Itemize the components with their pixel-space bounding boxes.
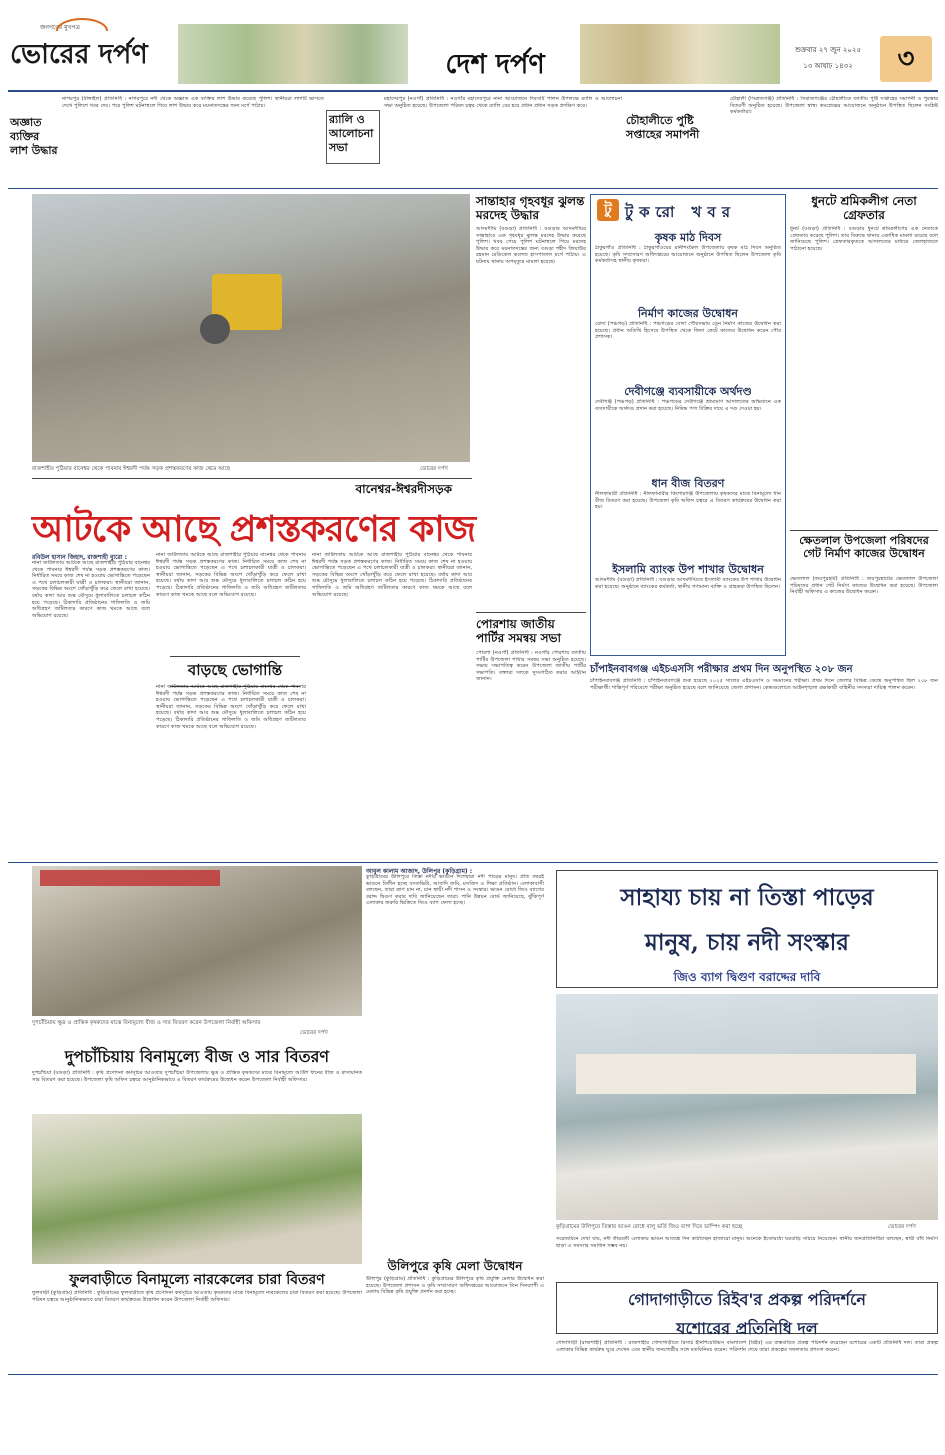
logo-tagline: জনগণের মুখপত্র — [40, 24, 80, 31]
date-gregorian: শুক্রবার ২৭ জুন ২০২৫ — [794, 46, 862, 54]
godagari-headline-2: যশোরের প্রতিনিধি দল — [676, 1319, 818, 1338]
mid-story-1-headline: সান্তাহার গৃহবধূর ঝুলন্ত মরদেহ উদ্ধার — [476, 194, 585, 222]
row-rule-2 — [8, 862, 938, 863]
ssc-headline: চাঁপাইনবাবগঞ্জ এইচএসসি পরীক্ষার প্রথম দিন অনুপস্থিত ২০৮ জন — [590, 664, 853, 675]
banner — [40, 870, 220, 886]
bottom-rule — [8, 1374, 938, 1375]
roller-drum — [200, 314, 230, 344]
right-story-2-body: ক্ষেতলাল (জয়পুরহাট) প্রতিনিধি : জয়পুরহাটের ক্ষেতলাল উপজেলা পরিষদের প্রধান গেট নির্মাণ কাজের উদ্বোধন করা হয়েছে। উপজেলা নির্বাহী অফিসার এ কাজের উদ্বোধন করেন। — [790, 576, 938, 596]
right-story-1-headline: ধুনটে শ্রমিকলীগ নেতা গ্রেফতার — [811, 194, 917, 222]
date-line — [780, 44, 876, 72]
godagari-body: গোদাগাড়ী (রাজশাহী) প্রতিনিধি : রাজশাহীর গোদাগাড়ীতে রিসার্চ ইনিশিয়েটিভস বাংলাদেশ (রিইব) এর বাস্তবায়িত প্রকল্প পরিদর্শন করেছেন যশোরের একটি প্রতিনিধি দল। তারা প্রকল্প এলাকার বিভিন্ন কার্যক্রম ঘুরে দেখেন এবং স্থানীয় জনগোষ্ঠীর সঙ্গে মতবিনিময় করেন। পরিদর্শন শেষে তারা প্রকল্পের সফলতার প্রশংসা করেন। — [556, 1340, 938, 1353]
ulipur-headline: উলিপুরে কৃষি মেলা উদ্বোধন — [387, 1259, 523, 1273]
main-photo-caption: রাজশাহীর পুঠিয়ার বানেশ্বর থেকে পাবনার ঈশ্বরদী পর্যন্ত সড়ক প্রশস্তকরণের কাজ থেমে আছে — [32, 466, 231, 472]
lead-subhead: বাড়ছে ভোগান্তি — [170, 656, 300, 687]
tukro-3-head: দেবীগঞ্জে ব্যবসায়ীকে অর্থদণ্ড — [624, 385, 752, 398]
header-photo-right — [580, 24, 780, 84]
teesta-headline-1: সাহায্য চায় না তিস্তা পাড়ের — [620, 884, 874, 911]
seed-photo — [32, 866, 362, 1016]
coconut-headline: ফুলবাড়ীতে বিনামূল্যে নারকেলের চারা বিতরণ — [69, 1272, 325, 1288]
mid-story-2-headline: পোরশায় জাতীয় পার্টির সমন্বয় সভা — [476, 612, 586, 645]
top-story-2-headline: র‍্যালি ও আলোচনা সভা — [326, 110, 380, 164]
tukro-5-head: ইসলামি ব্যাংক উপ শাখার উদ্বোধন — [612, 563, 764, 576]
logo-text: ভোরের দর্পণ — [10, 39, 148, 70]
header-rule — [8, 90, 938, 92]
teesta-headline-box — [556, 870, 938, 988]
seed-photo-credit: ভোরের দর্পণ — [300, 1030, 328, 1036]
seed-headline: দুপচাঁচিয়ায় বিনামূল্যে বীজ ও সার বিতরণ — [64, 1047, 330, 1066]
lead-kicker: বানেশ্বর-ঈশ্বরদীসড়ক — [355, 482, 452, 496]
coconut-photo — [32, 1114, 362, 1264]
top-stories-row — [8, 96, 938, 186]
tukro-5-body: আদমদীঘি (বগুড়া) প্রতিনিধি : বগুড়ার আদমদীঘিতে ইসলামী ব্যাংকের উপ শাখার উদ্বোধন করা হয়েছে। অনুষ্ঠানে ব্যাংকের কর্মকর্তা, স্থানীয় গণ্যমান্য ব্যক্তি ও গ্রাহকরা উপস্থিত ছিলেন। — [595, 577, 781, 590]
geo-bags — [576, 1054, 916, 1094]
date-bengali: ১৩ আষাঢ় ১৪৩২ — [803, 62, 853, 70]
top-story-3-headline: চৌহালীতে পুষ্টি সপ্তাহের সমাপনী — [626, 114, 700, 141]
top-story-1-headline: অজ্ঞাত ব্যক্তির লাশ উদ্ধার — [10, 116, 58, 157]
row-rule-1 — [8, 188, 938, 189]
top-story-3-body: চৌহালী (সিরাজগঞ্জ) প্রতিনিধি : সিরাজগঞ্জের চৌহালীতে জাতীয় পুষ্টি সপ্তাহের সমাপনী ও পুরস্কার বিতরণী অনুষ্ঠিত হয়েছে। উপজেলা স্বাস্থ্য কমপ্লেক্সের আয়োজনে অনুষ্ঠানে উপস্থিত ছিলেন সংশ্লিষ্ট কর্মকর্তারা। — [730, 96, 938, 116]
tukro-khobor-title-band — [595, 199, 781, 223]
tukro-1-body: ঠাকুরগাঁও প্রতিনিধি : ঠাকুরগাঁওয়ের রানীশংকৈল উপজেলায় কৃষক মাঠ দিবস অনুষ্ঠিত হয়েছে। কৃষি সম্প্রসারণ অধিদপ্তরের আয়োজনে অনুষ্ঠানে উপস্থিত ছিলেন উপজেলা কৃষি কর্মকর্তাসহ স্থানীয় কৃষকরা। — [595, 245, 781, 265]
right-story-1-body: ধুনট (বগুড়া) প্রতিনিধি : বগুড়ার ধুনটে শ্রমিকলীগের এক নেতাকে গ্রেফতার করেছে পুলিশ। তার বিরুদ্ধে থানায় একাধিক মামলা রয়েছে বলে জানিয়েছে পুলিশ। গ্রেফতারকৃতকে আদালতের মাধ্যমে জেলহাজতে পাঠানো হয়েছে। — [790, 226, 938, 252]
right-story-2-headline: ক্ষেতলাল উপজেলা পরিষদের গেট নির্মাণ কাজের উদ্বোধন — [790, 530, 938, 560]
teesta-photo — [556, 994, 938, 1220]
seed-photo-caption: দুপচাঁচিয়ায় ক্ষুদ্র ও প্রান্তিক কৃষকদের মাঝে বিনামূল্যে বীজ ও সার বিতরণ করেন উপজেলা নির্বাহী অফিসার — [32, 1020, 261, 1026]
lead-body-col2: নানা জটিলতায় আটকে আছে রাজশাহীর পুঠিয়ার বানেশ্বর থেকে পাবনার ঈশ্বরদী পর্যন্ত সড়ক প্রশস্তকরণের কাজ। নির্ধারিত সময়ে কাজ শেষ না হওয়ায় ভোগান্তিতে পড়েছেন এ পথে চলাচলকারী যাত্রী ও চালকরা। স্থানীয়রা জানান, সড়কের বিভিন্ন অংশে খোঁড়াখুঁড়ি করে ফেলে রাখা হয়েছে। বর্ষায় কাদা আর শুষ্ক মৌসুমে ধুলাবালিতে চলাচল কঠিন হয়ে পড়েছে। ঠিকাদারি প্রতিষ্ঠানের গাফিলতি ও জমি অধিগ্রহণ জটিলতার কারণে কাজ থমকে আছে বলে অভিযোগ রয়েছে। — [156, 552, 306, 598]
teesta-subhead: জিও ব্যাগ দ্বিগুণ বরাদ্দের দাবি — [673, 970, 821, 984]
tukro-khobor-title: টুকরো খবর — [625, 203, 736, 221]
tukro-khobor-box — [590, 194, 786, 656]
teesta-byline: আবুল কালাম আজাদ, উলিপুর (কুড়িগ্রাম) : — [366, 868, 473, 875]
tukro-1-head: কৃষক মাঠ দিবস — [654, 231, 722, 244]
tukro-4-body: নীলফামারী প্রতিনিধি : নীলফামারীর কিশোরগঞ্জ উপজেলায় কৃষকদের মাঝে বিনামূল্যে ধান বীজ বিতরণ করা হয়েছে। উপজেলা কৃষি অফিস চত্বরে এ বিতরণ কার্যক্রমের উদ্বোধন করা হয়। — [595, 491, 781, 511]
lead-byline: রবিউল হাসান জিহাদ, রাজশাহী ব্যুরো : — [32, 554, 128, 561]
tukro-2-head: নির্মাণ কাজের উদ্বোধন — [638, 307, 738, 320]
main-photo — [32, 194, 470, 462]
seed-body: দুপচাঁচিয়া (বগুড়া) প্রতিনিধি : কৃষি প্রণোদনা কর্মসূচির আওতায় দুপচাঁচিয়া উপজেলায় ক্ষুদ্র ও প্রান্তিক কৃষকদের মাঝে বিনামূল্যে আউশ ধানের বীজ ও রাসায়নিক সার বিতরণ করা হয়েছে। উপজেলা কৃষি অফিস চত্বরে আনুষ্ঠানিকভাবে এ বিতরণ কার্যক্রমের উদ্বোধন করেন উপজেলা নির্বাহী অফিসার। — [32, 1070, 362, 1083]
lead-body-col1: নানা জটিলতায় আটকে আছে রাজশাহীর পুঠিয়ার বানেশ্বর থেকে পাবনার ঈশ্বরদী পর্যন্ত সড়ক প্রশস্তকরণের কাজ। নির্ধারিত সময়ে কাজ শেষ না হওয়ায় ভোগান্তিতে পড়েছেন এ পথে চলাচলকারী যাত্রী ও চালকরা। স্থানীয়রা জানান, সড়কের বিভিন্ন অংশে খোঁড়াখুঁড়ি করে ফেলে রাখা হয়েছে। বর্ষায় কাদা আর শুষ্ক মৌসুমে ধুলাবালিতে চলাচল কঠিন হয়ে পড়েছে। ঠিকাদারি প্রতিষ্ঠানের গাফিলতি ও জমি অধিগ্রহণ জটিলতার কারণে কাজ থমকে আছে বলে অভিযোগ রয়েছে। — [32, 560, 150, 619]
teesta-body-col2: সরেজমিনে দেখা যায়, নদী তীরবর্তী এলাকায় ভাঙন আতঙ্কে দিন কাটাচ্ছেন হাজারো মানুষ। অনেকে ইতোমধ্যে ঘরবাড়ি সরিয়ে নিয়েছেন। স্থানীয় জনপ্রতিনিধিরা বলছেন, স্থায়ী বাঁধ নির্মাণ ছাড়া এ সমস্যার সমাধান সম্ভব নয়। — [556, 1236, 938, 1249]
page-number: ৩ — [880, 36, 932, 82]
header-photo-left — [178, 24, 408, 84]
top-story-1-body: নাগরপুর (টাঙ্গাইল) প্রতিনিধি : নাগরপুরে নদী থেকে অজ্ঞাত এক ব্যক্তির লাশ উদ্ধার করেছে পুলিশ। স্থানীয়রা লাশটি ভাসতে দেখে পুলিশে খবর দেয়। পরে পুলিশ ঘটনাস্থলে গিয়ে লাশ উদ্ধার করে ময়নাতদন্তের জন্য মর্গে পাঠায়। — [62, 96, 324, 109]
sunrise-icon — [52, 18, 112, 32]
teesta-photo-caption: কুড়িগ্রামের উলিপুরে তিস্তার ভাঙন রোধে বালু ভর্তি জিও ব্যাগ দিয়ে ডাম্পিং করা হচ্ছে — [556, 1224, 743, 1230]
godagari-headline-box — [556, 1282, 938, 1338]
lead-body-col3: নানা জটিলতায় আটকে আছে রাজশাহীর পুঠিয়ার বানেশ্বর থেকে পাবনার ঈশ্বরদী পর্যন্ত সড়ক প্রশস্তকরণের কাজ। নির্ধারিত সময়ে কাজ শেষ না হওয়ায় ভোগান্তিতে পড়েছেন এ পথে চলাচলকারী যাত্রী ও চালকরা। স্থানীয়রা জানান, সড়কের বিভিন্ন অংশে খোঁড়াখুঁড়ি করে ফেলে রাখা হয়েছে। বর্ষায় কাদা আর শুষ্ক মৌসুমে ধুলাবালিতে চলাচল কঠিন হয়ে পড়েছে। ঠিকাদারি প্রতিষ্ঠানের গাফিলতি ও জমি অধিগ্রহণ জটিলতার কারণে কাজ থমকে আছে বলে অভিযোগ রয়েছে। — [156, 684, 306, 730]
section-box — [410, 36, 580, 82]
teesta-body-col1: কুড়িগ্রামের উলিপুরে তিস্তা নদীর ভাঙনে দিশেহারা নদী পাড়ের মানুষ। প্রতি বছরই ভাঙনে বিলীন হচ্ছে বসতভিটা, আবাদি জমি, মসজিদ ও শিক্ষা প্রতিষ্ঠান। এলাকাবাসী বলছেন, তারা ত্রাণ চান না, চান স্থায়ী নদী শাসন ও সংস্কার। ভাঙন রোধে জিও ব্যাগের বরাদ্দ দ্বিগুণ করার দাবি জানিয়েছেন তারা। পানি উন্নয়ন বোর্ড জানিয়েছে, ঝুঁকিপূর্ণ এলাকায় জরুরি ভিত্তিতে জিও ব্যাগ ফেলা হচ্ছে। — [366, 874, 544, 907]
main-photo-credit: ভোরের দর্পণ — [420, 466, 448, 472]
teesta-photo-credit: ভোরের দর্পণ — [888, 1224, 916, 1230]
lead-headline: আটকে আছে প্রশস্তকরণের কাজ — [32, 508, 476, 550]
tukro-2-body: বোদা (পঞ্চগড়) প্রতিনিধি : পঞ্চগড়ের বোদা পৌরসভায় ড্রেন নির্মাণ কাজের উদ্বোধন করা হয়েছে। প্রধান অতিথি হিসেবে উপস্থিত থেকে ফিতা কেটে কাজের উদ্বোধন করেন পৌর প্রশাসক। — [595, 321, 781, 341]
ssc-body: চাঁপাইনবাবগঞ্জ প্রতিনিধি : চাঁপাইনবাবগঞ্জে শুরু হয়েছে ২০২৫ সালের এইচএসসি ও সমমানের পরীক্ষা। প্রথম দিনে জেলার বিভিন্ন কেন্দ্রে অনুপস্থিত ছিল ২০৮ জন পরীক্ষার্থী। শান্তিপূর্ণ পরিবেশে পরীক্ষা অনুষ্ঠিত হয়েছে বলে জানিয়েছে জেলা প্রশাসন। কেন্দ্রগুলোতে আইনশৃঙ্খলা রক্ষাকারী বাহিনীর সদস্যরা দায়িত্ব পালন করেন। — [590, 678, 938, 691]
tukro-3-body: দেবীগঞ্জ (পঞ্চগড়) প্রতিনিধি : পঞ্চগড়ের দেবীগঞ্জে ভ্রাম্যমাণ আদালতের অভিযানে এক ব্যবসায়ীকে অর্থদণ্ড প্রদান করা হয়েছে। নিষিদ্ধ পণ্য বিক্রির দায়ে এ দণ্ড দেওয়া হয়। — [595, 399, 781, 412]
tukro-4-head: ধান বীজ বিতরণ — [651, 477, 725, 490]
ulipur-body: উলিপুর (কুড়িগ্রাম) প্রতিনিধি : কুড়িগ্রামের উলিপুরে কৃষি প্রযুক্তি মেলার উদ্বোধন করা হয়েছে। উপজেলা প্রশাসন ও কৃষি সম্প্রসারণ অধিদপ্তরের আয়োজনে তিন দিনব্যাপী এ মেলায় বিভিন্ন কৃষি প্রযুক্তি প্রদর্শন করা হচ্ছে। — [366, 1276, 544, 1296]
section-title: দেশ দর্পণ — [445, 49, 545, 80]
teesta-headline-2: মানুষ, চায় নদী সংস্কার — [645, 929, 849, 956]
godagari-headline-1: গোদাগাড়ীতে রিইব'র প্রকল্প পরিদর্শনে — [628, 1290, 866, 1309]
tukro-icon: টু — [597, 199, 619, 221]
masthead — [0, 0, 945, 92]
mid-story-1-body: আদমদীঘি (বগুড়া) প্রতিনিধি : বগুড়ার আদমদীঘির সান্তাহারে এক গৃহবধূর ঝুলন্ত মরদেহ উদ্ধার করেছে পুলিশ। খবর পেয়ে পুলিশ ঘটনাস্থলে গিয়ে মরদেহ উদ্ধার করে ময়নাতদন্তের জন্য বগুড়া শহীদ জিয়াউর রহমান মেডিকেল কলেজ হাসপাতাল মর্গে পাঠায়। এ ঘটনায় থানায় অপমৃত্যুর মামলা হয়েছে। — [476, 226, 586, 265]
logo — [8, 22, 178, 82]
lead-kicker-band — [32, 478, 472, 498]
coconut-body: ফুলবাড়ী (কুড়িগ্রাম) প্রতিনিধি : কুড়িগ্রামের ফুলবাড়ীতে কৃষি প্রণোদনা কর্মসূচির আওতায় কৃষকদের মাঝে বিনামূল্যে নারকেলের চারা বিতরণ করা হয়েছে। উপজেলা পরিষদ চত্বরে আনুষ্ঠানিকভাবে চারা বিতরণ কার্যক্রমের উদ্বোধন করেন উপজেলা নির্বাহী অফিসার। — [32, 1290, 362, 1303]
mid-story-2-body: পোরশা (নওগাঁ) প্রতিনিধি : নওগাঁর পোরশায় জাতীয় পার্টির উপজেলা শাখার সমন্বয় সভা অনুষ্ঠিত হয়েছে। সভায় সভাপতিত্ব করেন উপজেলা জাতীয় পার্টির সভাপতি। বক্তারা দলকে সুসংগঠিত করার আহ্বান জানান। — [476, 650, 586, 683]
top-story-2-body: মহাদেবপুর (নওগাঁ) প্রতিনিধি : নওগাঁর মহাদেবপুরে নানা আয়োজনে দিবসটি পালন উপলক্ষে র‍্যালি ও আলোচনা সভা অনুষ্ঠিত হয়েছে। উপজেলা পরিষদ চত্বর থেকে র‍্যালি বের হয়ে প্রধান প্রধান সড়ক প্রদক্ষিণ করে। — [384, 96, 622, 109]
lead-body-col4: নানা জটিলতায় আটকে আছে রাজশাহীর পুঠিয়ার বানেশ্বর থেকে পাবনার ঈশ্বরদী পর্যন্ত সড়ক প্রশস্তকরণের কাজ। নির্ধারিত সময়ে কাজ শেষ না হওয়ায় ভোগান্তিতে পড়েছেন এ পথে চলাচলকারী যাত্রী ও চালকরা। স্থানীয়রা জানান, সড়কের বিভিন্ন অংশে খোঁড়াখুঁড়ি করে ফেলে রাখা হয়েছে। বর্ষায় কাদা আর শুষ্ক মৌসুমে ধুলাবালিতে চলাচল কঠিন হয়ে পড়েছে। ঠিকাদারি প্রতিষ্ঠানের গাফিলতি ও জমি অধিগ্রহণ জটিলতার কারণে কাজ থমকে আছে বলে অভিযোগ রয়েছে। — [312, 552, 472, 598]
